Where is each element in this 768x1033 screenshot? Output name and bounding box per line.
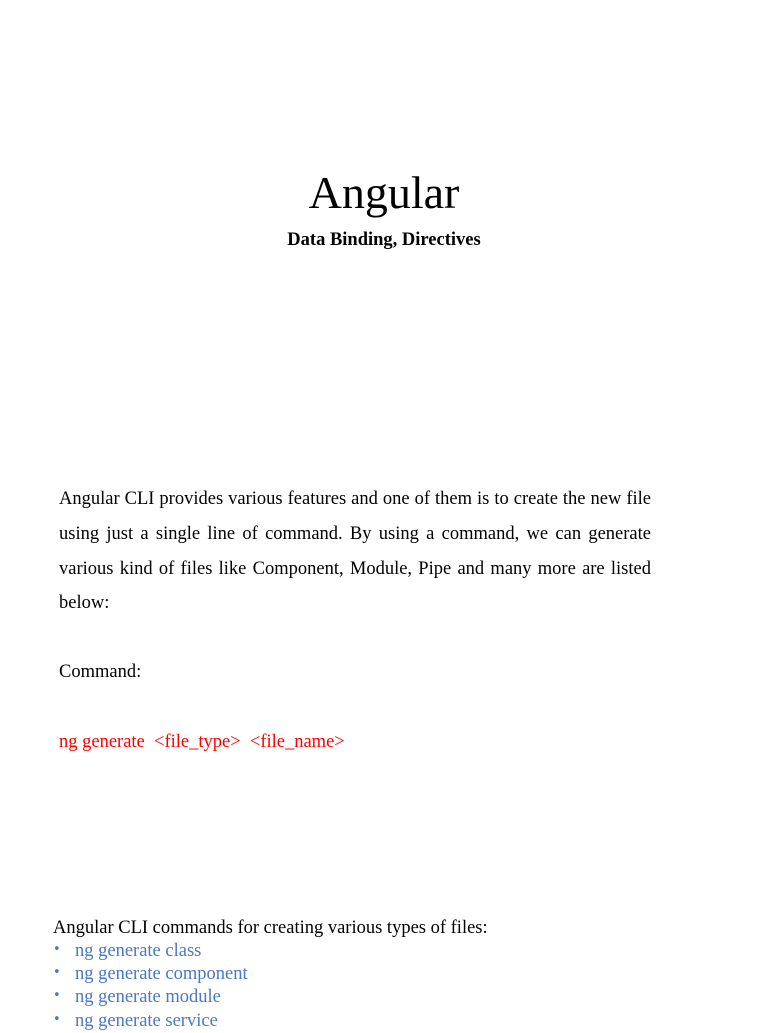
list-item-text: ng generate service — [75, 1010, 218, 1031]
intro-paragraph: Angular CLI provides various features and one of them is to create the new file using just a single line of command. By using a command, we can generate various kind of files like Component, Module, Pipe and many more are listed below: — [59, 489, 651, 614]
list-item — [53, 963, 248, 986]
bullet-icon: • — [53, 988, 61, 1004]
command-list — [53, 940, 248, 1033]
document-title: Angular — [308, 167, 460, 218]
list-item — [53, 1010, 248, 1033]
document-subtitle: Data Binding, Directives — [287, 230, 481, 250]
list-item-text: ng generate class — [75, 941, 202, 961]
list-heading: Angular CLI commands for creating various types of files: — [53, 918, 488, 938]
list-item-text: ng generate module — [75, 987, 221, 1008]
bullet-icon: • — [53, 1011, 61, 1027]
list-item — [53, 986, 248, 1009]
command-label: Command: — [59, 662, 142, 682]
bullet-icon: • — [53, 965, 61, 981]
list-item — [53, 940, 248, 963]
list-item-text: ng generate component — [75, 964, 248, 985]
bullet-icon: • — [53, 942, 61, 957]
command-syntax: ng generate <file_type> <file_name> — [59, 732, 345, 752]
